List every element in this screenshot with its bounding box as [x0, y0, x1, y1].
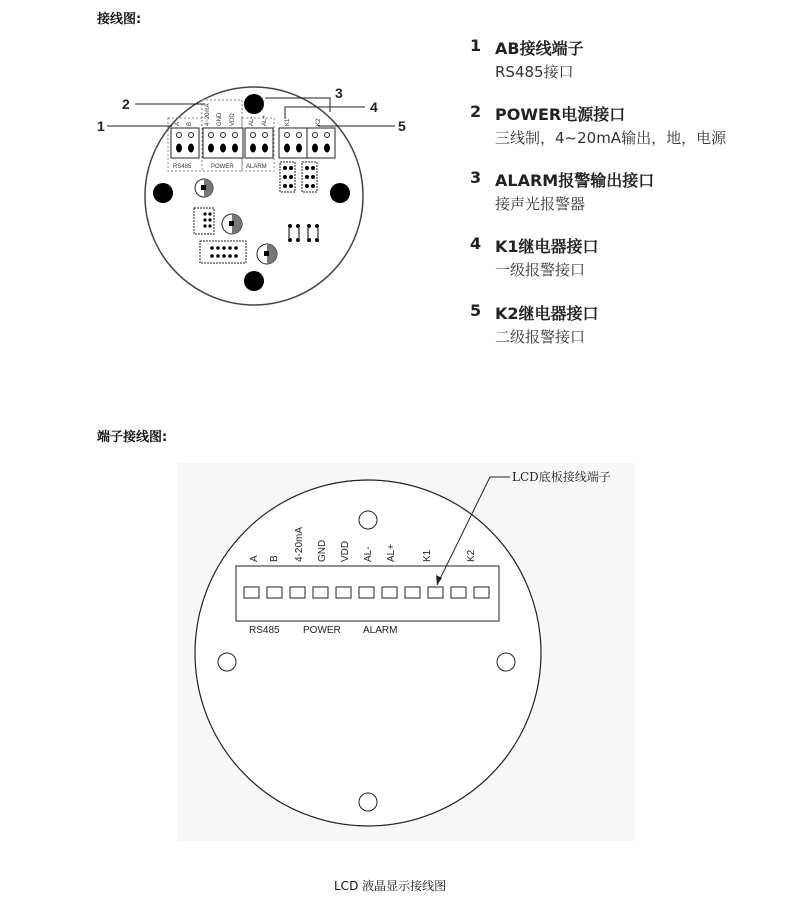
relay-header-k2: [302, 162, 317, 192]
lcd-terminal-pad: [359, 587, 374, 598]
lcd-terminal-pad: [382, 587, 397, 598]
lcd-group-power: POWER: [303, 625, 341, 636]
legend-title: ALARM报警输出接口: [495, 171, 655, 190]
lcd-terminal-pad: [428, 587, 443, 598]
pcb-label-k2: K2: [316, 118, 322, 126]
figure-caption: LCD 液晶显示接线图: [334, 879, 447, 893]
legend-desc: 二级报警接口: [495, 328, 586, 346]
legend-num: 5: [470, 301, 482, 320]
lcd-board-outline: [195, 480, 541, 826]
pcb-block-rs485: [171, 128, 199, 158]
component-header-vertical: [194, 208, 214, 234]
lcd-label-al-plus: AL+: [386, 543, 397, 562]
pcb-label-a: A: [175, 121, 181, 126]
component-cap-2: [222, 214, 242, 234]
pcb-label-k1: K1: [285, 118, 291, 126]
lcd-callout-label: LCD底板接线端子: [512, 470, 611, 484]
legend-title: POWER电源接口: [495, 105, 626, 124]
pcb-wiring-diagram: [90, 80, 460, 310]
component-cap-3: [257, 244, 277, 264]
lcd-terminal-pad: [336, 587, 351, 598]
lcd-terminal-pad: [474, 587, 489, 598]
lcd-label-a: A: [249, 555, 260, 562]
pcb-block-k2: [307, 128, 335, 158]
lcd-label-b: B: [269, 555, 280, 562]
pcb-label-4-20ma: 4~20mA: [205, 103, 211, 126]
section-heading-terminal: 端子接线图:: [97, 430, 168, 445]
pcb-group-alarm: ALARM: [246, 164, 267, 170]
lcd-group-alarm: ALARM: [363, 625, 398, 636]
mounting-hole-top: [244, 94, 264, 114]
lcd-mounting-hole-bottom: [359, 793, 377, 811]
lcd-mounting-hole-right: [497, 653, 515, 671]
callout-num-4: 4: [370, 99, 378, 115]
component-cap-1: [195, 179, 213, 197]
legend-desc: 接声光报警器: [495, 195, 586, 213]
legend-desc: 三线制，4~20mA输出，地，电源: [495, 129, 727, 147]
lcd-terminal-pad: [451, 587, 466, 598]
legend-title: K1继电器接口: [495, 237, 599, 256]
pcb-group-power: POWER: [211, 164, 234, 170]
lcd-label-gnd: GND: [317, 539, 328, 562]
lcd-label-4-20ma: 4-20mA: [294, 526, 305, 562]
legend-num: 4: [470, 234, 482, 253]
callout-num-3: 3: [335, 85, 343, 101]
legend-desc: RS485接口: [495, 63, 574, 81]
lcd-terminal-pad: [405, 587, 420, 598]
pcb-label-al-minus: AL-: [249, 116, 255, 126]
legend-title: AB接线端子: [495, 39, 584, 58]
pcb-group-rs485: RS485: [173, 164, 192, 170]
pcb-label-vdd: VDD: [230, 113, 236, 126]
pcb-label-gnd: GND: [217, 112, 223, 126]
lcd-terminal-pad: [313, 587, 328, 598]
legend-num: 2: [470, 102, 482, 121]
mounting-hole-left: [153, 183, 173, 203]
lcd-terminal-pad: [267, 587, 282, 598]
lcd-group-rs485: RS485: [249, 625, 280, 636]
legend-num: 3: [470, 168, 482, 187]
lcd-label-k1: K1: [422, 549, 433, 562]
component-header-horizontal: [200, 241, 246, 263]
pcb-block-alarm: [245, 128, 273, 158]
lcd-terminal-pad: [290, 587, 305, 598]
pcb-label-al-plus: AL+: [262, 115, 268, 126]
mounting-hole-right: [330, 183, 350, 203]
lcd-label-k2: K2: [466, 549, 477, 562]
lcd-mounting-hole-top: [359, 511, 377, 529]
section-heading-wiring: 接线图:: [97, 12, 142, 27]
pcb-block-k1: [279, 128, 307, 158]
legend-num: 1: [470, 36, 482, 55]
pcb-label-b: B: [187, 121, 193, 126]
lcd-terminal-diagram: [175, 460, 640, 845]
callout-num-2: 2: [122, 96, 130, 112]
callout-num-1: 1: [97, 118, 105, 134]
lcd-label-al-minus: AL-: [363, 546, 374, 562]
legend-title: K2继电器接口: [495, 304, 599, 323]
lcd-mounting-hole-left: [218, 653, 236, 671]
lcd-label-vdd: VDD: [340, 540, 351, 562]
callout-num-5: 5: [398, 118, 406, 134]
mounting-hole-bottom: [244, 271, 264, 291]
pcb-block-power: [203, 128, 243, 158]
relay-header-k1: [280, 162, 295, 192]
legend-desc: 一级报警接口: [495, 261, 586, 279]
lcd-terminal-pad: [244, 587, 259, 598]
